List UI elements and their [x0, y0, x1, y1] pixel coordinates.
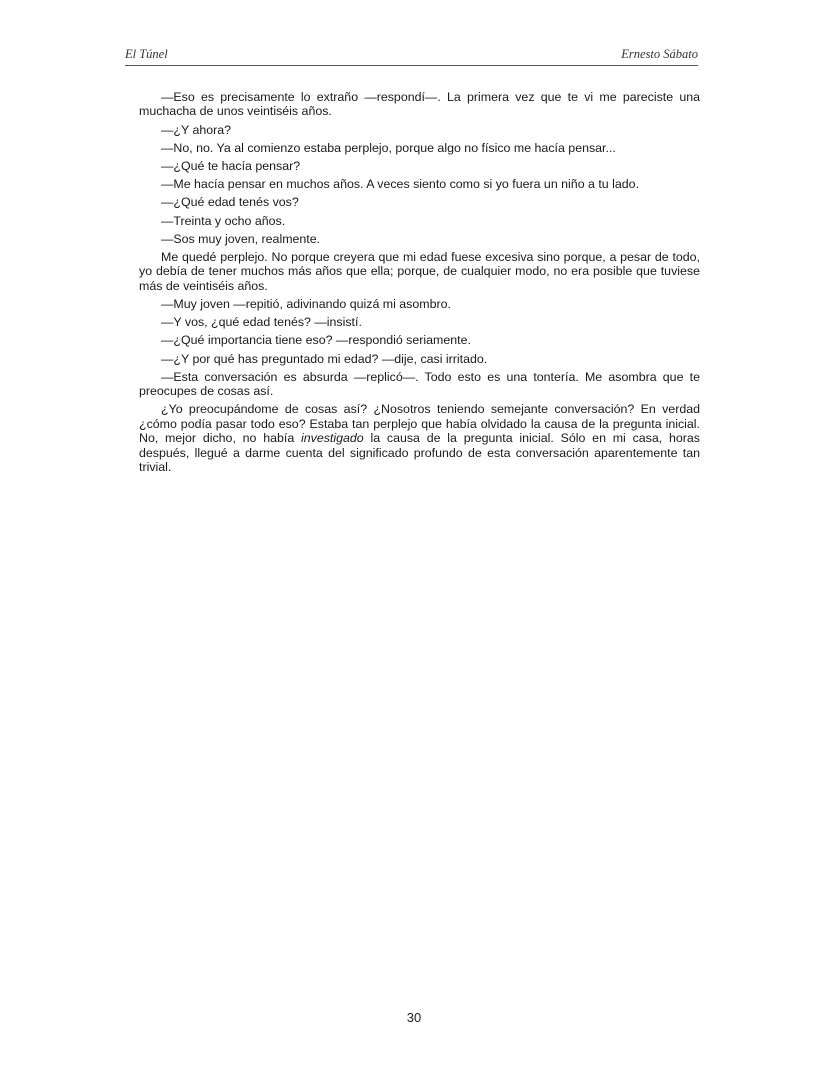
- paragraph: —¿Qué importancia tiene eso? —respondió seriamente.: [161, 333, 471, 348]
- text-run: la causa de la pregunta inicial. Sólo en mi casa, horas después, llegué a darme cuenta del significado profundo de esta conversación aparentemente tan trivial.: [139, 431, 700, 475]
- paragraph: —¿Qué te hacía pensar?: [161, 159, 301, 174]
- text-run: ¿Yo preocupándome de cosas así? ¿Nosotros teniendo semejante conversación? En verdad ¿cómo podía pasar todo eso? Estaba tan perplejo que había olvidado la causa de la pregunta inicial. No, mejor dicho, no había: [139, 402, 700, 446]
- author-name: Ernesto Sábato: [621, 47, 698, 61]
- paragraph: —Y vos, ¿qué edad tenés? —insistí.: [161, 315, 362, 330]
- paragraph: —Esta conversación es absurda —replicó—. Todo esto es una tontería. Me asombra que te preocupes de cosas así.: [139, 369, 700, 399]
- book-title: El Túnel: [125, 47, 168, 61]
- paragraph: —Muy joven —repitió, adivinando quizá mi asombro.: [161, 297, 451, 312]
- final-paragraph: [139, 402, 700, 474]
- paragraph: —Sos muy joven, realmente.: [161, 231, 321, 246]
- paragraph: —¿Y por qué has preguntado mi edad? —dije, casi irritado.: [161, 351, 488, 366]
- italic-emphasis: investigado: [301, 431, 364, 446]
- paragraph: —¿Qué edad tenés vos?: [161, 195, 299, 210]
- paragraph: —¿Y ahora?: [161, 122, 232, 137]
- paragraph: —Eso es precisamente lo extraño —respondí—. La primera vez que te vi me pareciste una muchacha de unos veintiséis años.: [139, 90, 700, 119]
- page-header: [125, 43, 698, 66]
- page-number: 30: [406, 1010, 422, 1025]
- paragraph: Me quedé perplejo. No porque creyera que mi edad fuese excesiva sino porque, a pesar de todo, yo debía de tener muchos más años que ella; porque, de cualquier modo, no era posible que tuviese más de veintiséis años.: [139, 250, 700, 293]
- page-body: [139, 90, 700, 478]
- paragraph: —No, no. Ya al comienzo estaba perplejo, porque algo no físico me hacía pensar...: [161, 140, 616, 155]
- paragraph: —Me hacía pensar en muchos años. A veces siento como si yo fuera un niño a tu lado.: [161, 177, 640, 192]
- paragraph: —Treinta y ocho años.: [161, 213, 286, 228]
